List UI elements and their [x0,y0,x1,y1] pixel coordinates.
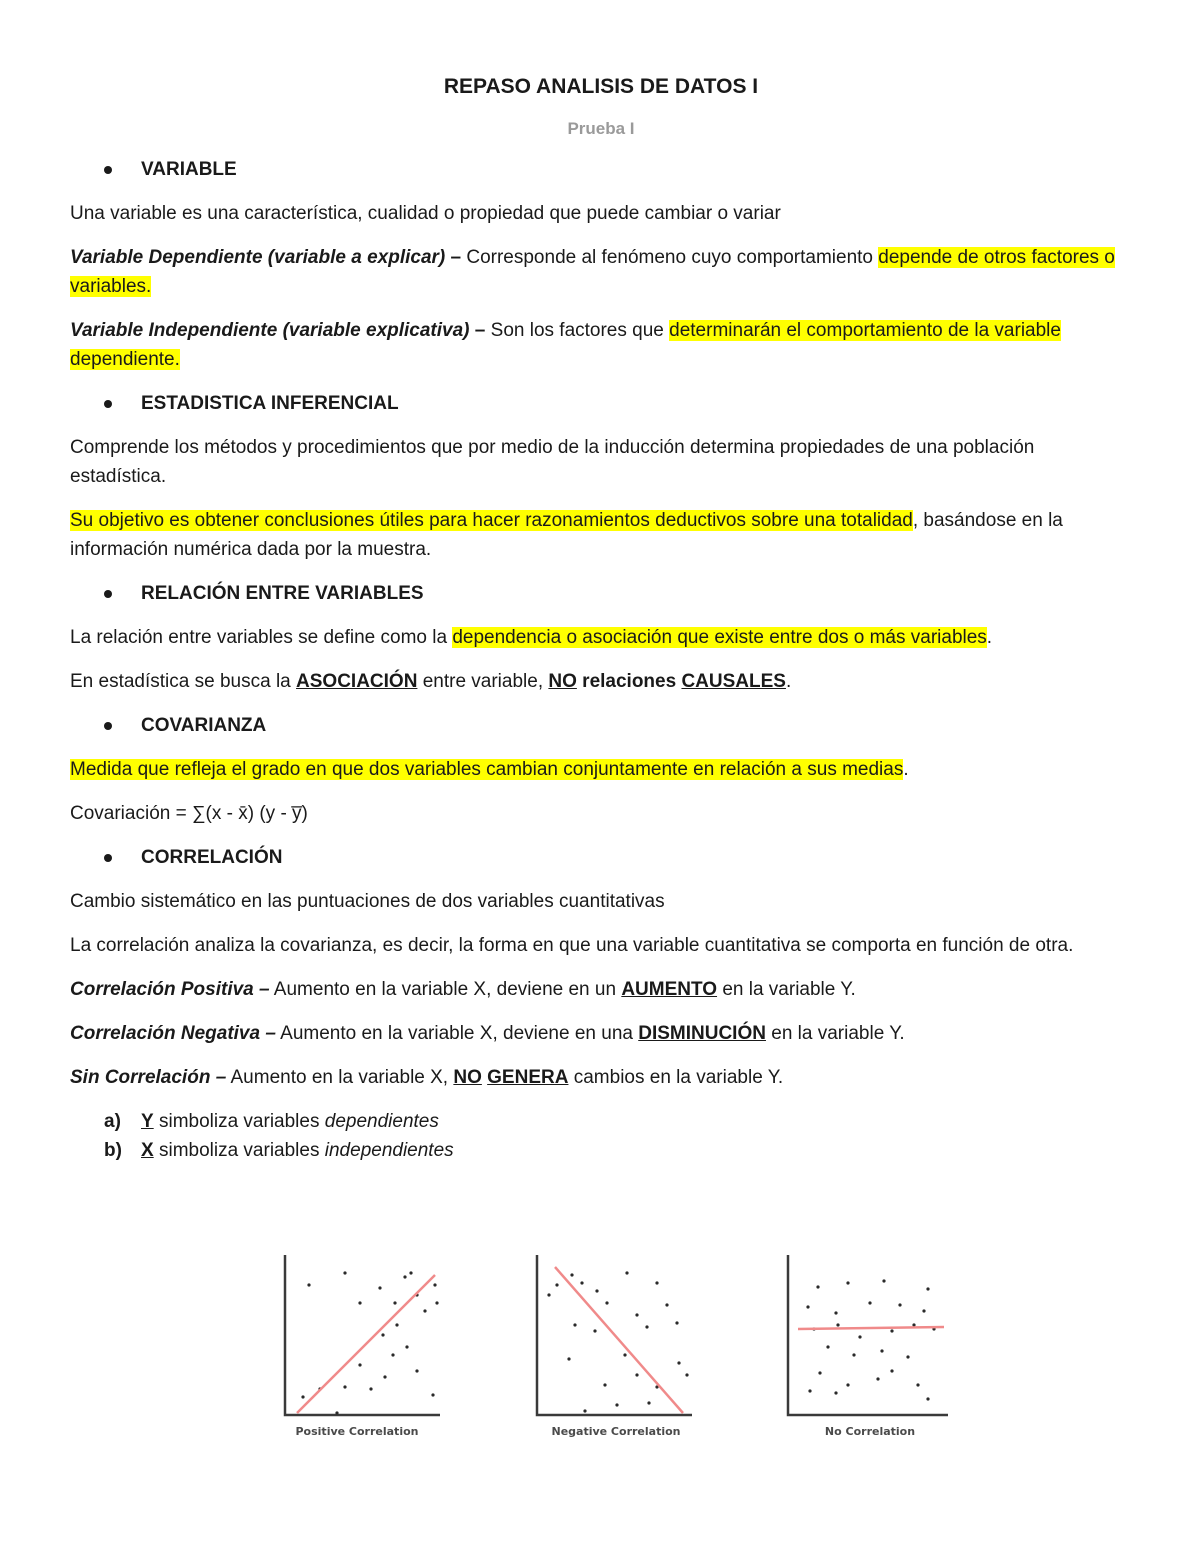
highlight-text: Su objetivo es obtener conclusiones útiles para hacer razonamientos deductivos sobre una totalidad [70,510,913,531]
scatter-point [595,1289,598,1292]
scatter-point [415,1369,418,1372]
scatter-point [393,1301,396,1304]
scatter-point [834,1391,837,1394]
heading-correlacion: CORRELACIÓN [70,843,1132,872]
bullet-icon [104,400,112,408]
scatter-axes [285,1255,440,1415]
scatter-point [431,1393,434,1396]
scatter-point [381,1333,384,1336]
scatter-point [906,1355,909,1358]
scatter-point [816,1285,819,1288]
scatter-point [665,1303,668,1306]
scatter-point [343,1385,346,1388]
covarianza-paragraph: Medida que refleja el grado en que dos variables cambian conjuntamente en relación a sus medias. [70,759,909,780]
heading-relacion-entre-variables: RELACIÓN ENTRE VARIABLES [70,579,1132,608]
scatter-point [806,1305,809,1308]
relacion-paragraph-1: La relación entre variables se define como la dependencia o asociación que existe entre dos o más variables. [70,627,993,648]
sin-correlacion: Sin Correlación – Aumento en la variable X, NO GENERA cambios en la variable Y. [70,1067,784,1088]
scatter-panel-none [788,1255,948,1415]
scatter-point [655,1281,658,1284]
independent-variable-term: Variable Independiente (variable explicativa) [70,320,470,341]
scatter-point [647,1401,650,1404]
highlight-text: depende de otros factores o variables. [70,247,1115,297]
scatter-point [623,1353,626,1356]
highlight-text: Medida que refleja el grado en que dos variables cambian conjuntamente en relación a sus medias [70,759,904,780]
correlacion-negativa: Correlación Negativa – Aumento en la variable X, deviene en una DISMINUCIÓN en la variable Y. [70,1023,905,1044]
scatter-point [635,1373,638,1376]
scatter-point [868,1301,871,1304]
scatter-point [846,1281,849,1284]
bullet-icon [104,590,112,598]
scatter-point [555,1283,558,1286]
scatter-axes [788,1255,948,1415]
scatter-point [343,1271,346,1274]
scatter-point [922,1309,925,1312]
scatter-point [635,1313,638,1316]
caption-negative-correlation: Negative Correlation [551,1425,681,1438]
scatter-point [890,1329,893,1332]
trend-line [297,1275,435,1413]
variable-definition: Una variable es una característica, cualidad o propiedad que puede cambiar o variar [70,203,781,224]
scatter-point [858,1335,861,1338]
scatter-point [880,1349,883,1352]
scatter-point [836,1323,839,1326]
scatter-point [675,1321,678,1324]
scatter-point [926,1397,929,1400]
scatter-point [916,1383,919,1386]
scatter-point [378,1286,381,1289]
scatter-point [898,1303,901,1306]
scatter-panel-negative [537,1255,692,1415]
inferencial-paragraph-2: Su objetivo es obtener conclusiones útiles para hacer razonamientos deductivos sobre una totalidad, basándose en la información numérica dada por la muestra. [70,510,1063,560]
scatter-point [335,1411,338,1414]
highlight-text: determinarán el comportamiento de la variable dependiente. [70,320,1061,370]
dependent-variable-term: Variable Dependiente (variable a explicar) [70,247,446,268]
scatter-point [826,1345,829,1348]
scatter-point [846,1383,849,1386]
scatter-point [358,1301,361,1304]
scatter-point [677,1361,680,1364]
scatter-point [912,1323,915,1326]
scatter-point [818,1371,821,1374]
scatter-point [593,1329,596,1332]
relacion-paragraph-2: En estadística se busca la ASOCIACIÓN entre variable, NO relaciones CAUSALES. [70,671,792,692]
scatter-point [307,1283,310,1286]
scatter-point [409,1271,412,1274]
covarianza-formula: Covariación = ∑(x - x̄) (y - y̅) [70,803,308,824]
scatter-point [926,1287,929,1290]
scatter-point [645,1325,648,1328]
scatter-point [391,1353,394,1356]
dependent-variable-paragraph: Variable Dependiente (variable a explicar) – Corresponde al fenómeno cuyo comportamiento depende de otros factores o variables. [70,247,1115,297]
highlight-text: dependencia o asociación que existe entre dos o más variables [452,627,987,648]
caption-positive-correlation: Positive Correlation [295,1425,419,1438]
scatter-point [834,1311,837,1314]
scatter-point [876,1377,879,1380]
scatter-point [395,1323,398,1326]
scatter-panel-positive [285,1255,440,1415]
scatter-point [369,1387,372,1390]
bullet-icon [104,166,112,174]
document-subtitle: Prueba I [567,119,635,138]
scatter-point [573,1323,576,1326]
trend-line [555,1267,683,1413]
scatter-point [890,1369,893,1372]
list-item: b) X simboliza variables independientes [104,1140,454,1161]
independent-variable-paragraph: Variable Independiente (variable explicativa) – Son los factores que determinarán el comportamiento de la variable dependiente. [70,320,1061,370]
scatter-point [625,1271,628,1274]
scatter-point [435,1301,438,1304]
scatter-point [580,1281,583,1284]
bullet-icon [104,854,112,862]
scatter-point [567,1357,570,1360]
scatter-point [603,1383,606,1386]
scatter-point [433,1283,436,1286]
heading-estadistica-inferencial: ESTADISTICA INFERENCIAL [70,389,1132,418]
scatter-point [583,1409,586,1412]
scatter-point [808,1389,811,1392]
scatter-point [405,1345,408,1348]
correlacion-paragraph-2: La correlación analiza la covarianza, es decir, la forma en que una variable cuantitativa se comporta en función de otra. [70,935,1074,956]
scatter-point [423,1309,426,1312]
scatter-point [882,1279,885,1282]
caption-no-correlation: No Correlation [824,1425,916,1438]
scatter-point [358,1363,361,1366]
heading-variable: VARIABLE [70,155,1132,184]
document-title: REPASO ANALISIS DE DATOS I [443,75,759,98]
scatter-point [301,1395,304,1398]
scatter-point [570,1273,573,1276]
list-item: a) Y simboliza variables dependientes [104,1111,439,1132]
variable-list [70,1107,1132,1165]
scatter-point [685,1373,688,1376]
bullet-icon [104,722,112,730]
trend-line [798,1327,944,1329]
scatter-point [605,1301,608,1304]
scatter-point [852,1353,855,1356]
correlacion-paragraph-1: Cambio sistemático en las puntuaciones de dos variables cuantitativas [70,891,665,912]
correlation-scatter-figure [240,1225,962,1460]
document-content [70,72,1132,1165]
scatter-point [383,1375,386,1378]
correlacion-positiva: Correlación Positiva – Aumento en la variable X, deviene en un AUMENTO en la variable Y. [70,979,856,1000]
scatter-point [615,1403,618,1406]
scatter-point [547,1293,550,1296]
inferencial-paragraph-1: Comprende los métodos y procedimientos que por medio de la inducción determina propiedades de una población estadística. [70,437,1035,487]
scatter-point [403,1275,406,1278]
heading-covarianza: COVARIANZA [70,711,1132,740]
